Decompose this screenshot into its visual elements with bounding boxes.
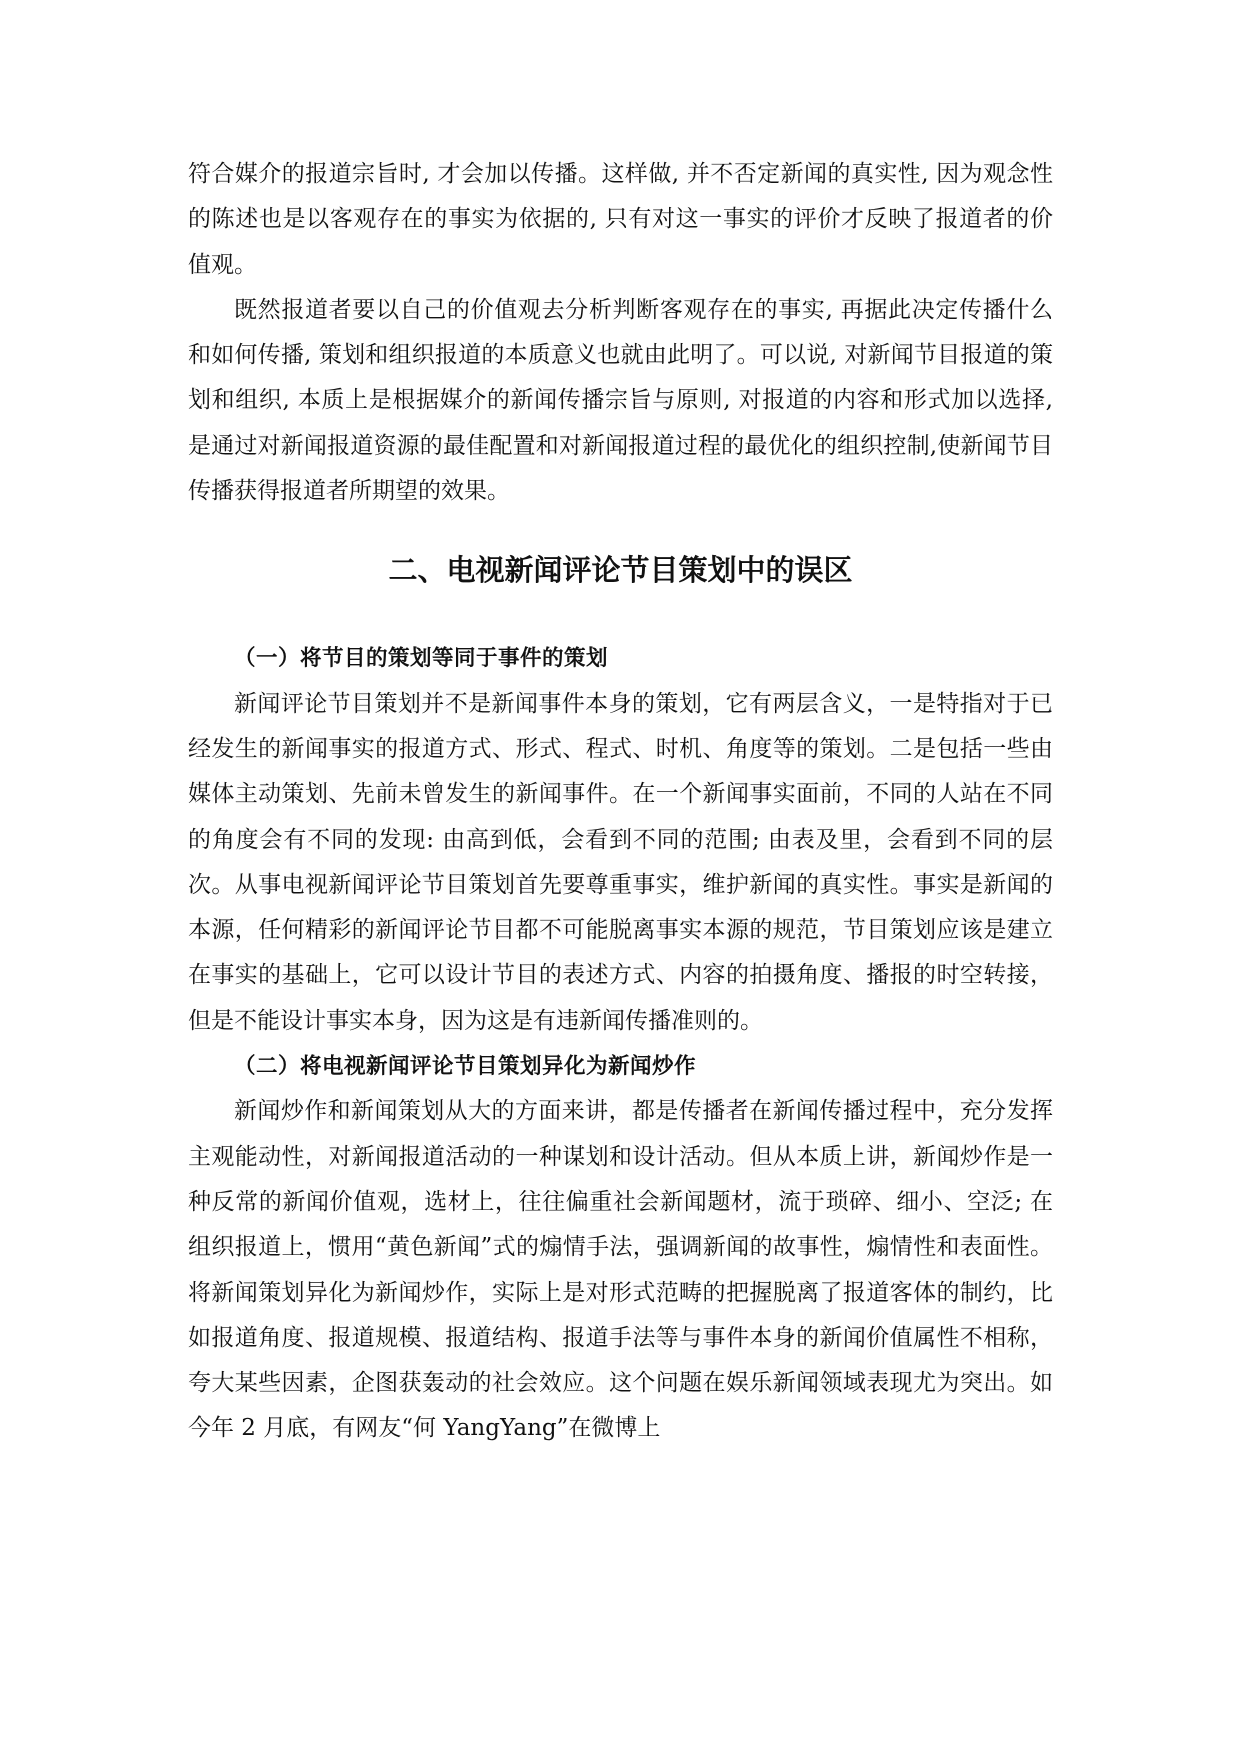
intro-paragraph-2: 既然报道者要以自己的价值观去分析判断客观存在的事实, 再据此决定传播什么和如何传播, 策划和组织报道的本质意义也就由此明了。可以说, 对新闻节目报道的策划和组织, 本质上是根据媒介的新闻传播宗旨与原则, 对报道的内容和形式加以选择, 是通过对新闻报道资源的最佳配置和对新闻报道过程的最优化的组织控制,使新闻节目传播获得报道者所期望的效果。 <box>188 296 1053 505</box>
subsection-paragraph-1: 新闻评论节目策划并不是新闻事件本身的策划，它有两层含义，一是特指对于已经发生的新闻事实的报道方式、形式、程式、时机、角度等的策划。二是包括一些由媒体主动策划、先前未曾发生的新闻事件。在一个新闻事实面前，不同的人站在不同的角度会有不同的发现: 由高到低，会看到不同的范围; 由表及里，会看到不同的层次。从事电视新闻评论节目策划首先要尊重事实，维护新闻的真实性。事实是新闻的本源，任何精彩的新闻评论节目都不可能脱离事实本源的规范，节目策划应该是建立在事实的基础上，它可以设计节目的表述方式、内容的拍摄角度、播报的时空转接，但是不能设计事实本身，因为这是有违新闻传播准则的。 <box>188 690 1053 1034</box>
page-content <box>188 152 1053 1452</box>
subsection-heading-1: （一）将节目的策划等同于事件的策划 <box>234 646 609 672</box>
section-title: 二、电视新闻评论节目策划中的误区 <box>388 553 853 588</box>
intro-paragraph-1: 符合媒介的报道宗旨时, 才会加以传播。这样做, 并不否定新闻的真实性, 因为观念性的陈述也是以客观存在的事实为依据的, 只有对这一事实的评价才反映了报道者的价值观。 <box>188 161 1053 278</box>
subsection-paragraph-2: 新闻炒作和新闻策划从大的方面来讲，都是传播者在新闻传播过程中，充分发挥主观能动性，对新闻报道活动的一种谋划和设计活动。但从本质上讲，新闻炒作是一种反常的新闻价值观，选材上，往往偏重社会新闻题材，流于琐碎、细小、空泛; 在组织报道上，惯用“黄色新闻”式的煽情手法，强调新闻的故事性，煽情性和表面性。将新闻策划异化为新闻炒作，实际上是对形式范畴的把握脱离了报道客体的制约，比如报道角度、报道规模、报道结构、报道手法等与事件本身的新闻价值属性不相称，夸大某些因素，企图获轰动的社会效应。这个问题在娱乐新闻领域表现尤为突出。如今年 2 月底，有网友“何 YangYang”在微博上 <box>188 1098 1053 1442</box>
subsection-heading-2: （二）将电视新闻评论节目策划异化为新闻炒作 <box>234 1054 697 1080</box>
